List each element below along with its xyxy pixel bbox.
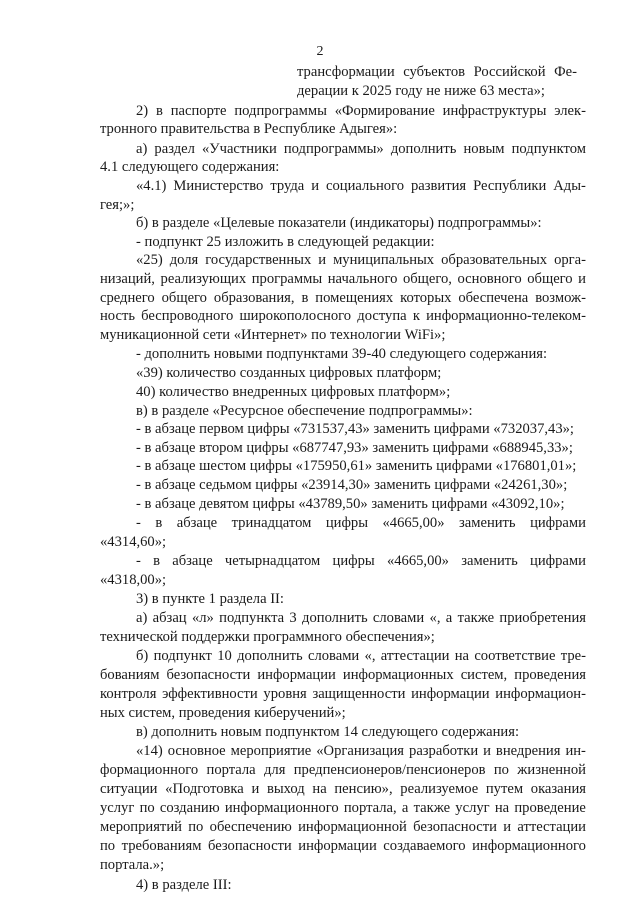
text-line-12: низаций, реализующих программы начального общего, основного общего и (100, 271, 586, 287)
text-line-6: 4.1 следующего содержания: (100, 159, 280, 175)
text-line-9: б) в разделе «Целевые показатели (индикаторы) подпрограммы»: (136, 215, 542, 231)
text-line-31: технической поддержки программного обеспечения»; (100, 629, 435, 645)
text-line-15: муникационной сети «Интернет» по технологии WiFi»; (100, 327, 446, 343)
text-line-18: 40) количество внедренных цифровых платформ»; (136, 384, 451, 400)
text-line-4: тронного правительства в Республике Адыгея»: (100, 121, 398, 137)
text-line-36: в) дополнить новым подпунктом 14 следующего содержания: (136, 724, 520, 740)
text-line-21: - в абзаце втором цифры «687747,93» заменить цифрами «688945,33»; (136, 440, 573, 456)
text-line-7: «4.1) Министерство труда и социального развития Республики Ады- (136, 178, 586, 194)
text-line-41: мероприятий по обеспечению информационной безопасности и аттестации (100, 819, 586, 835)
text-line-34: контроля эффективности уровня защищенности информации информацион- (100, 686, 586, 702)
text-line-17: «39) количество созданных цифровых платформ; (136, 365, 442, 381)
text-line-10: - подпункт 25 изложить в следующей редакции: (136, 234, 435, 250)
text-line-23: - в абзаце седьмом цифры «23914,30» заменить цифрами «24261,30»; (136, 477, 568, 493)
text-line-38: формационного портала для предпенсионеров/пенсионеров по жизненной (100, 762, 586, 778)
text-line-14: ность беспроводного широкополосного доступа к информационно-телеком- (100, 308, 586, 324)
text-line-5: а) раздел «Участники подпрограммы» дополнить новым подпунктом (136, 141, 586, 157)
text-line-39: ситуации «Подготовка и выход на пенсию», реализуемое путем оказания (100, 781, 586, 797)
text-line-20: - в абзаце первом цифры «731537,43» заменить цифрами «732037,43»; (136, 421, 574, 437)
text-line-40: услуг по созданию информационного портала, а также услуг на проведение (100, 800, 586, 816)
text-line-29: 3) в пункте 1 раздела II: (136, 591, 284, 607)
text-line-27: - в абзаце четырнадцатом цифры «4665,00» заменить цифрами (136, 553, 586, 569)
text-line-25: - в абзаце тринадцатом цифры «4665,00» заменить цифрами (136, 515, 586, 531)
text-line-22: - в абзаце шестом цифры «175950,61» заменить цифрами «176801,01»; (136, 458, 577, 474)
text-line-28: «4318,00»; (100, 572, 167, 588)
text-line-32: б) подпункт 10 дополнить словами «, аттестации на соответствие тре- (136, 648, 586, 664)
text-line-33: бованиям безопасности информации информационных систем, проведения (100, 667, 586, 683)
text-line-30: а) абзац «л» подпункта 3 дополнить словами «, а также приобретения (136, 610, 586, 626)
text-line-8: гея;»; (100, 197, 135, 213)
text-line-19: в) в разделе «Ресурсное обеспечение подпрограммы»: (136, 403, 473, 419)
text-line-26: «4314,60»; (100, 534, 167, 550)
text-line-1: трансформации субъектов Российской Фе- (297, 64, 577, 80)
text-line-43: портала.»; (100, 857, 165, 873)
text-line-13: среднего общего образования, в помещениях которых обеспечена возмож- (100, 290, 586, 306)
text-line-3: 2) в паспорте подпрограммы «Формирование инфраструктуры элек- (136, 103, 586, 119)
page-number: 2 (316, 44, 324, 59)
text-line-24: - в абзаце девятом цифры «43789,50» заменить цифрами «43092,10»; (136, 496, 565, 512)
text-line-37: «14) основное мероприятие «Организация разработки и внедрения ин- (136, 743, 586, 759)
text-line-11: «25) доля государственных и муниципальных образовательных орга- (136, 252, 586, 268)
text-line-2: дерации к 2025 году не ниже 63 места»; (297, 83, 545, 99)
text-line-44: 4) в разделе III: (136, 877, 232, 893)
text-line-42: по требованиям безопасности информации создаваемого информационного (100, 838, 586, 854)
text-line-16: - дополнить новыми подпунктами 39-40 следующего содержания: (136, 346, 548, 362)
text-line-35: ных систем, проведения киберучений»; (100, 705, 346, 721)
